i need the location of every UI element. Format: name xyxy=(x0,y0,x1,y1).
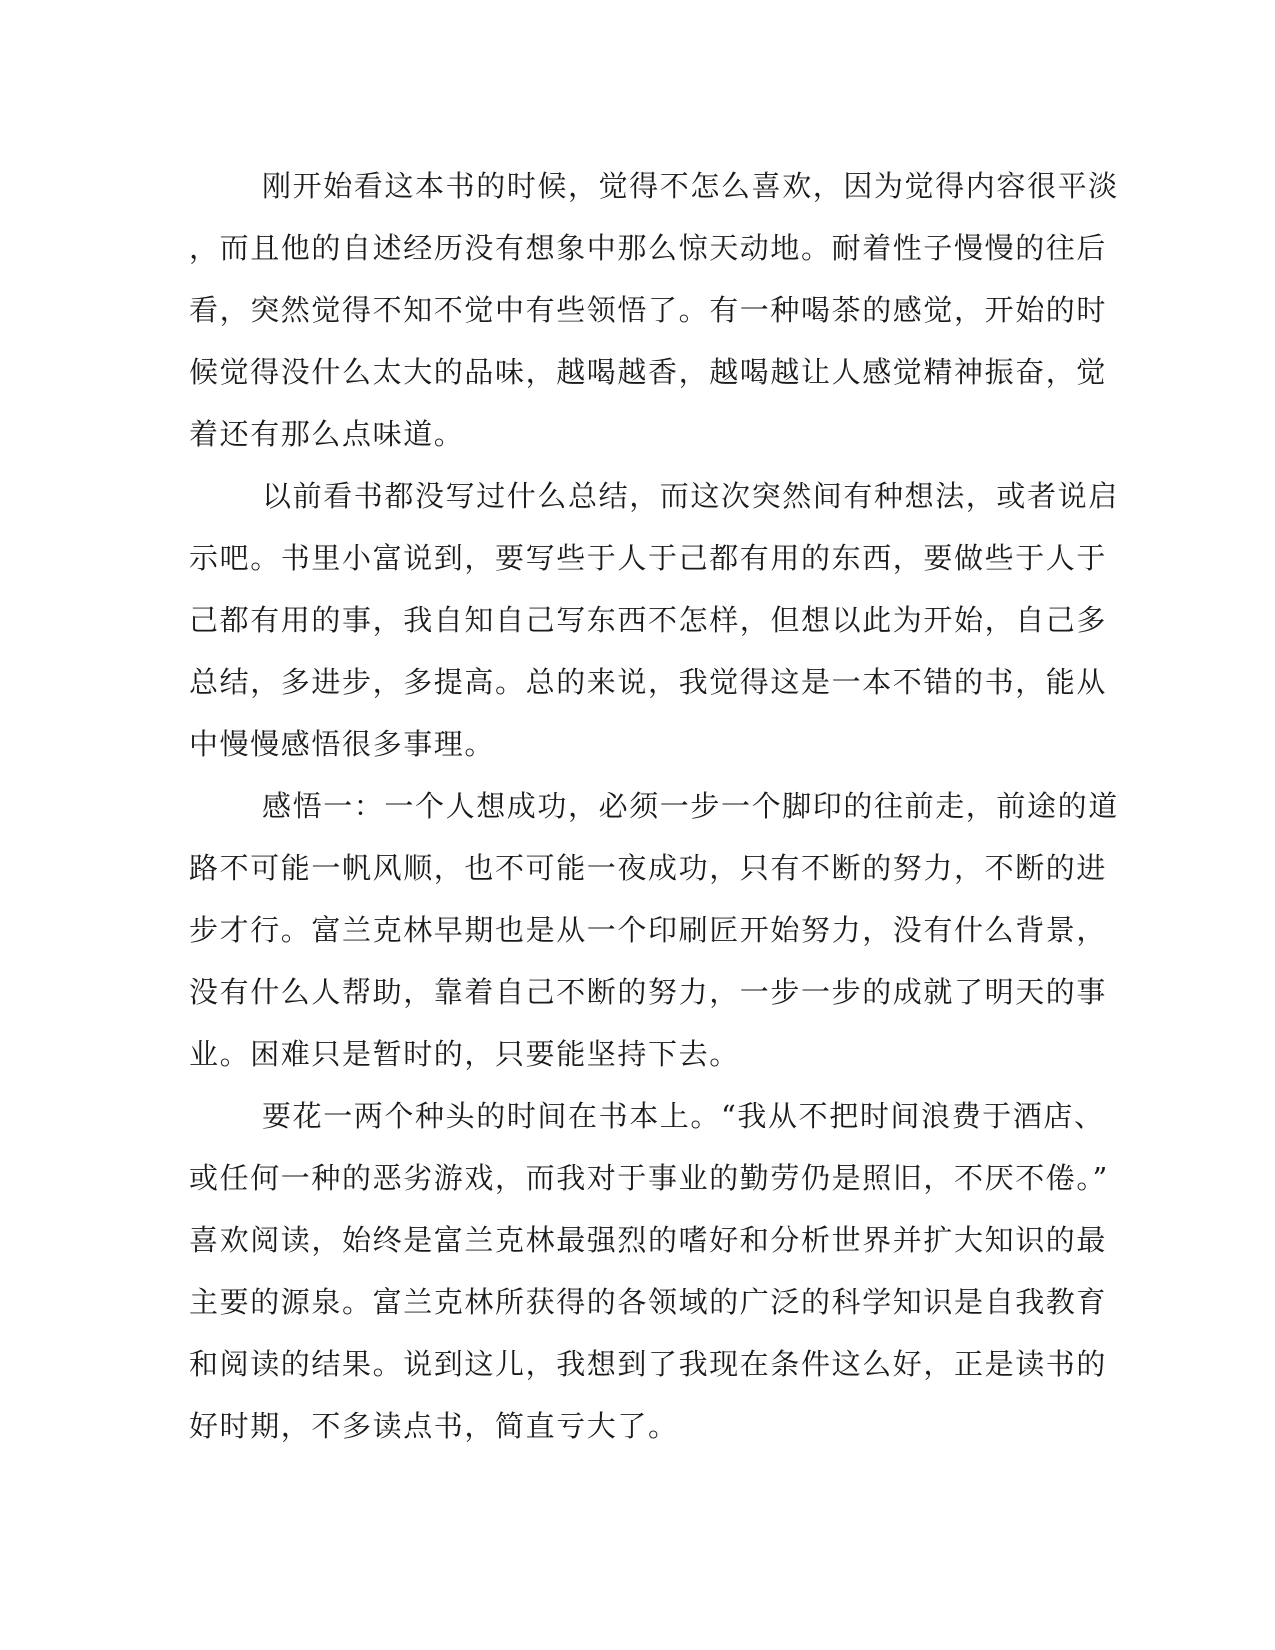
text-line: 步才行。富兰克林早期也是从一个印刷匠开始努力，没有什么背景， xyxy=(189,913,1108,947)
text-line: 候觉得没什么太大的品味，越喝越香，越喝越让人感觉精神振奋，觉 xyxy=(189,355,1108,389)
text-line: 己都有用的事，我自知自己写东西不怎样，但想以此为开始，自己多 xyxy=(189,603,1108,637)
text-line: 要花一两个种头的时间在书本上。“我从不把时间浪费于酒店、 xyxy=(262,1099,1105,1133)
text-line: 感悟一：一个人想成功，必须一步一个脚印的往前走，前途的道 xyxy=(262,789,1119,823)
text-line: 总结，多进步，多提高。总的来说，我觉得这是一本不错的书，能从 xyxy=(189,665,1108,699)
text-line: 主要的源泉。富兰克林所获得的各领域的广泛的科学知识是自我教育 xyxy=(189,1285,1108,1319)
text-line: ，而且他的自述经历没有想象中那么惊天动地。耐着性子慢慢的往后 xyxy=(189,231,1108,265)
text-line: 刚开始看这本书的时候，觉得不怎么喜欢，因为觉得内容很平淡 xyxy=(262,169,1119,203)
text-line: 中慢慢感悟很多事理。 xyxy=(189,727,496,761)
text-line: 以前看书都没写过什么总结，而这次突然间有种想法，或者说启 xyxy=(262,479,1119,513)
text-line: 喜欢阅读，始终是富兰克林最强烈的嗜好和分析世界并扩大知识的最 xyxy=(189,1223,1108,1257)
text-line: 好时期，不多读点书，简直亏大了。 xyxy=(189,1409,679,1443)
text-line: 着还有那么点味道。 xyxy=(189,417,465,451)
paragraph-3 xyxy=(189,775,1119,1085)
text-line: 路不可能一帆风顺，也不可能一夜成功，只有不断的努力，不断的进 xyxy=(189,851,1108,885)
text-line: 或任何一种的恶劣游戏，而我对于事业的勤劳仍是照旧，不厌不倦。” xyxy=(189,1161,1109,1195)
paragraph-4 xyxy=(189,1085,1109,1457)
text-line: 业。困难只是暂时的，只要能坚持下去。 xyxy=(189,1037,740,1071)
paragraph-1 xyxy=(189,155,1119,465)
text-line: 和阅读的结果。说到这儿，我想到了我现在条件这么好，正是读书的 xyxy=(189,1347,1108,1381)
document-body xyxy=(189,155,1119,1457)
text-line: 示吧。书里小富说到，要写些于人于己都有用的东西，要做些于人于 xyxy=(189,541,1108,575)
text-line: 看，突然觉得不知不觉中有些领悟了。有一种喝茶的感觉，开始的时 xyxy=(189,293,1108,327)
text-line: 没有什么人帮助，靠着自己不断的努力，一步一步的成就了明天的事 xyxy=(189,975,1108,1009)
paragraph-2 xyxy=(189,465,1119,775)
